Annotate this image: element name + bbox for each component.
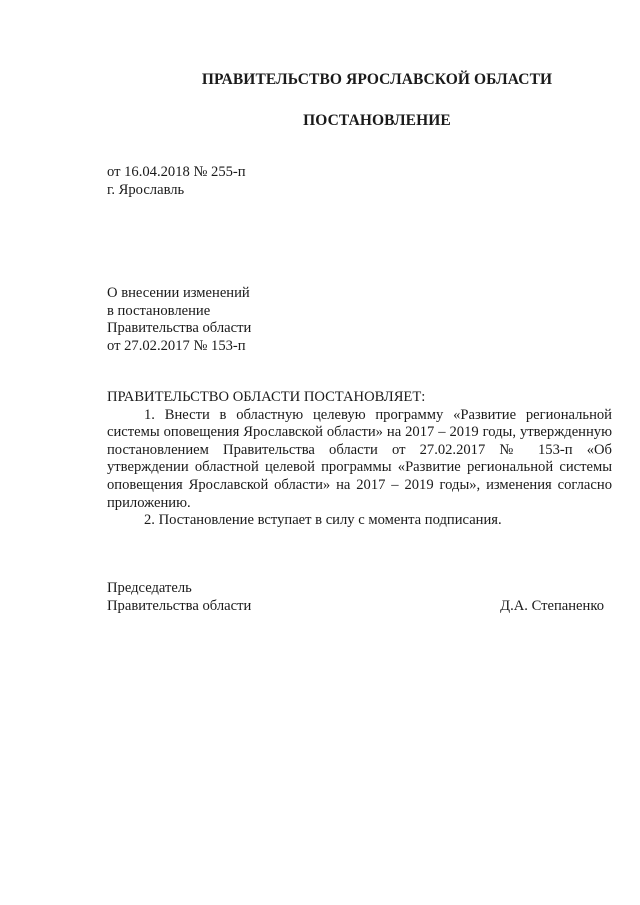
signatory-name: Д.А. Степаненко bbox=[500, 597, 604, 614]
signature-row bbox=[107, 598, 604, 616]
date-number: от 16.04.2018 № 255-п bbox=[107, 164, 246, 180]
paragraph-1: 1. Внести в областную целевую программу «Развитие региональной системы оповещения Ярославской области» на 2017 – 2019 годы, утвержденную постановлением Правительства области от 27.02.2017 № 153-п «Об утверждении областной целевой программы «Развитие региональной системы оповещения Ярославской области» на 2017 – 2019 годы», изменения согласно приложению. bbox=[107, 406, 612, 511]
organization-title: ПРАВИТЕЛЬСТВО ЯРОСЛАВСКОЙ ОБЛАСТИ bbox=[201, 71, 553, 88]
signatory-position-line-1: Председатель bbox=[107, 580, 192, 596]
subject-line: О внесении изменений bbox=[107, 285, 250, 301]
document-type-title: ПОСТАНОВЛЕНИЕ bbox=[303, 112, 451, 129]
subject-line: от 27.02.2017 № 153-п bbox=[107, 337, 246, 354]
signatory-position-line-2: Правительства области bbox=[107, 597, 252, 614]
document-body bbox=[107, 389, 612, 530]
subject-line: Правительства области bbox=[107, 320, 252, 336]
paragraph-2: 2. Постановление вступает в силу с момента подписания. bbox=[144, 512, 502, 529]
preamble: ПРАВИТЕЛЬСТВО ОБЛАСТИ ПОСТАНОВЛЯЕТ: bbox=[107, 389, 426, 405]
subject-line: в постановление bbox=[107, 302, 211, 319]
document-meta bbox=[107, 164, 246, 199]
signature-block bbox=[107, 580, 604, 615]
document-subject bbox=[107, 285, 251, 355]
city: г. Ярославль bbox=[107, 181, 185, 198]
